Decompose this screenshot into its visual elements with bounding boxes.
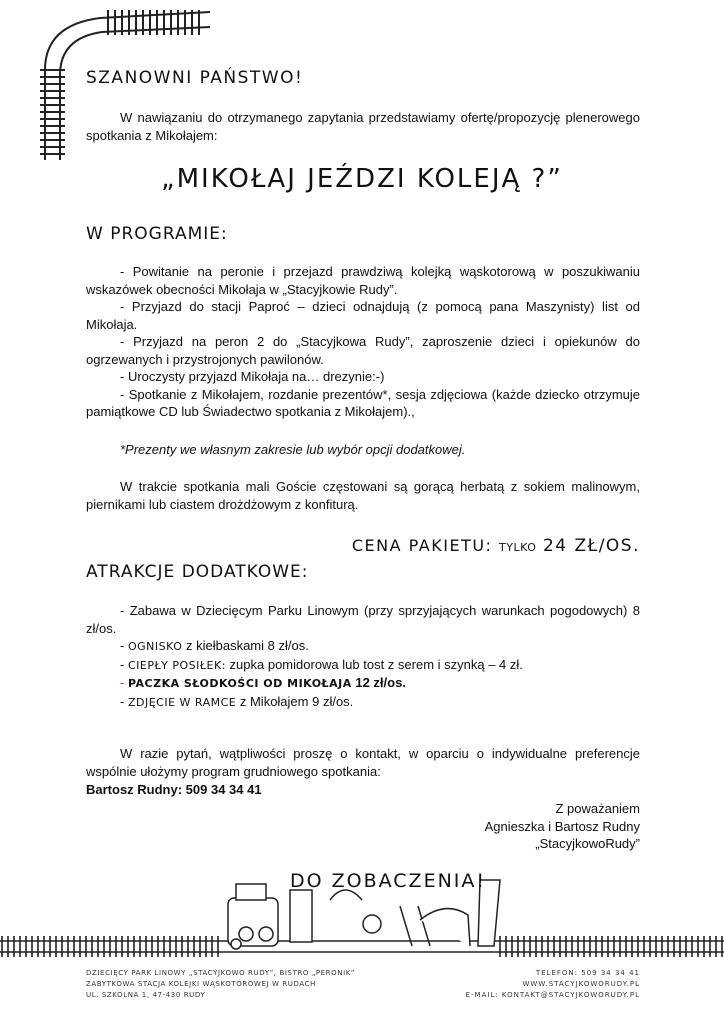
extra-dash: - <box>120 675 128 690</box>
extra-item <box>86 693 640 712</box>
extra-dash: - <box>120 638 128 653</box>
signoff-line: Agnieszka i Bartosz Rudny <box>484 818 640 834</box>
footer-line: ZABYTKOWA STACJA KOLEJKI WĄSKOTOROWEJ W RUDACH <box>86 980 316 988</box>
extra-item <box>86 637 640 656</box>
footer-contact <box>466 968 640 1001</box>
extras-heading: ATRAKCJE DODATKOWE: <box>86 562 309 582</box>
footer-line: DZIECIĘCY PARK LINOWY „STACYJKOWO RUDY”, BISTRO „PERONIK” <box>86 969 355 977</box>
footer-website[interactable]: WWW.STACYJKOWORUDY.PL <box>522 980 640 988</box>
package-price <box>352 536 640 556</box>
signoff-line: Z poważaniem <box>555 801 640 816</box>
extra-dash: - <box>120 656 128 672</box>
intro-text: W nawiązaniu do otrzymanego zapytania przedstawiamy ofertę/propozycję plenerowego spotkania z Mikołajem: <box>86 110 640 143</box>
program-item: - Przyjazd do stacji Paproć – dzieci odnajdują (z pomocą pana Maszynisty) list od Mikołaja. <box>86 299 640 332</box>
gift-note <box>86 441 640 459</box>
contact-text: W razie pytań, wątpliwości proszę o kontakt, w oparciu o indywidualne preferencje wspólnie ułożymy program grudniowego spotkania: <box>86 746 640 779</box>
intro-paragraph <box>86 109 640 144</box>
signature-block <box>485 800 640 853</box>
contact-paragraph <box>86 745 640 780</box>
extra-detail: z kiełbaskami 8 zł/os. <box>182 638 309 653</box>
price-only: TYLKO <box>499 541 537 554</box>
price-value: 24 ZŁ/OS. <box>542 536 640 556</box>
goodbye-heading: DO ZOBACZENIA! <box>290 870 487 892</box>
extras-list <box>86 602 640 711</box>
footer-phone: TELEFON: 509 34 34 41 <box>535 969 640 977</box>
greeting-heading: SZANOWNI PAŃSTWO! <box>86 68 304 88</box>
refreshments-paragraph <box>86 478 640 513</box>
extra-label: OGNISKO <box>127 640 183 653</box>
footer-email[interactable]: E-MAIL: KONTAKT@STACYJKOWORUDY.PL <box>465 991 640 999</box>
extra-dash: - <box>120 693 128 709</box>
extra-label: ZDJĘCIE W RAMCE <box>127 695 237 709</box>
footer-line: UL. SZKOLNA 1, 47-430 RUDY <box>86 991 206 999</box>
extra-item <box>86 656 640 675</box>
extra-detail: z Mikołajem 9 zł/os. <box>236 693 354 709</box>
price-label: CENA PAKIETU: <box>351 536 493 555</box>
extra-detail: zupka pomidorowa lub tost z serem i szynką – 4 zł. <box>225 656 523 672</box>
footer-address <box>86 968 355 1001</box>
program-item: - Uroczysty przyjazd Mikołaja na… drezynie:-) <box>120 369 385 384</box>
extra-label: CIEPŁY POSIŁEK: <box>127 658 226 672</box>
program-item: - Powitanie na peronie i przejazd prawdziwą kolejką wąskotorową w poszukiwaniu wskazówek obecności Mikołaja w „Stacyjkowie Rudy”. <box>86 264 640 297</box>
offer-title: „MIKOŁAJ JEŹDZI KOLEJĄ ?” <box>161 164 563 194</box>
refreshments-text: W trakcie spotkania mali Goście częstowani są gorącą herbatą z sokiem malinowym, piernikami lub ciastem drożdżowym z konfiturą. <box>86 479 640 512</box>
signoff-line: „StacyjkowoRudy” <box>535 836 640 851</box>
extra-item: - Zabawa w Dziecięcym Parku Linowym (przy sprzyjających warunkach pogodowych) 8 zł/os. <box>86 603 640 636</box>
program-item: - Przyjazd na peron 2 do „Stacyjkowa Rudy”, zaproszenie dzieci i opiekunów do ogrzewanych i przystrojonych pawilonów. <box>86 334 640 367</box>
contact-phone: Bartosz Rudny: 509 34 34 41 <box>86 782 262 797</box>
extra-label: PACZKA SŁODKOŚCI OD MIKOŁAJA <box>127 677 352 690</box>
program-heading: W PROGRAMIE: <box>86 224 228 244</box>
program-item: - Spotkanie z Mikołajem, rozdanie prezentów*, sesja zdjęciowa (każde dziecko otrzymuje pamiątkowe CD lub Świadectwo spotkania z Mikołajem)., <box>86 386 640 419</box>
extra-item <box>86 674 640 693</box>
gift-note-text: *Prezenty we własnym zakresie lub wybór opcji dodatkowej. <box>120 442 466 457</box>
program-list <box>86 263 640 421</box>
extra-detail: 12 zł/os. <box>351 675 406 690</box>
